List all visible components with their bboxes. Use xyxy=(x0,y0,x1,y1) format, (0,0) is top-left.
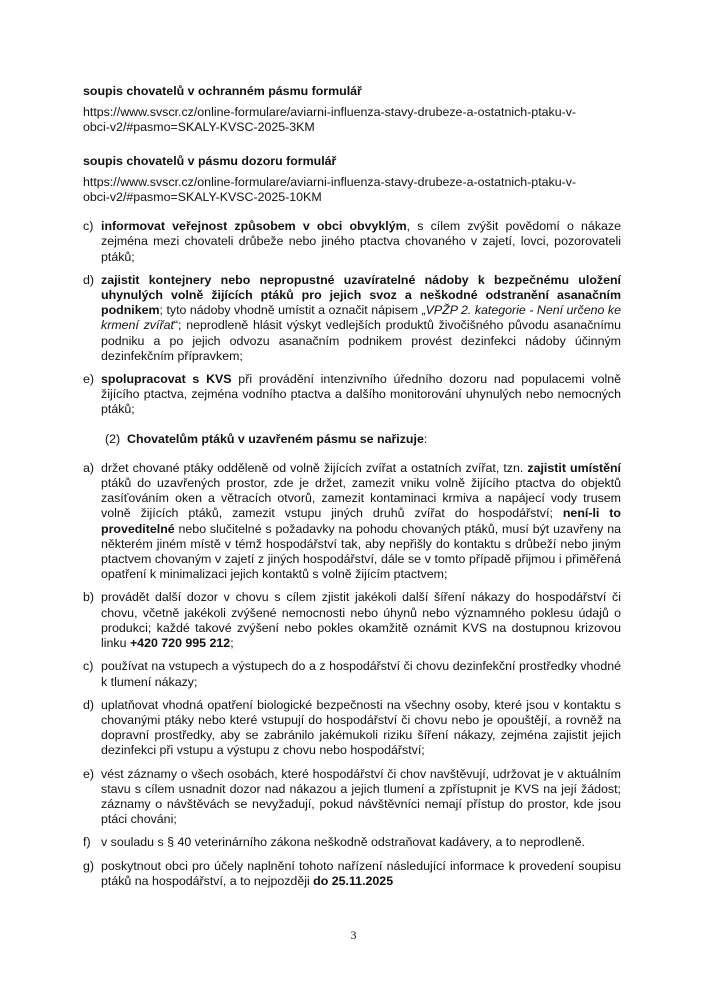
list-item xyxy=(83,219,621,265)
section-number: (2) xyxy=(105,431,121,446)
item-label: a) xyxy=(83,460,95,475)
text: ptáků do uzavřených prostor, zde je držet, zamezit vniku volně žijícího ptactva do objektů zasíťováním oken a větracích otvorů, zamezit kontaminaci krmiva a napájecí vody trusem volně žijících ptáků, zamezit vstupu jiných druhů zvířat do hospodářství; xyxy=(101,476,621,521)
url-line[interactable]: obci-v2/#pasmo=SKALY-KVSC-2025-10KM xyxy=(83,190,322,205)
item-label: d) xyxy=(83,272,95,287)
item-label: c) xyxy=(83,219,94,234)
list-item xyxy=(83,767,621,828)
item-label: c) xyxy=(83,659,94,674)
form-link-protection-zone xyxy=(83,84,621,136)
deadline-date: do 25.11.2025 xyxy=(313,873,394,888)
item-text xyxy=(101,273,621,364)
text: : xyxy=(423,431,428,446)
bold-text: zajistit kontejnery nebo nepropustné uzavíratelné nádoby k bezpečnému uložení uhynulých volně žijících ptáků pro jejich svoz a neškodné odstranění asanačním podnikem xyxy=(101,272,621,318)
url-line[interactable]: obci-v2/#pasmo=SKALY-KVSC-2025-3KM xyxy=(83,120,315,135)
text: “; neprodleně hlásit výskyt vedlejších produktů živočišného původu asanačnímu podniku a po jejich odvozu asanačním podnikem provést dezinfekci nádoby účinným dezinfekčním přípravkem; xyxy=(101,318,621,363)
item-label: e) xyxy=(83,766,95,781)
item-text xyxy=(101,219,621,265)
item-label: g) xyxy=(83,858,95,873)
bold-text: není-li to proveditelné xyxy=(101,506,621,536)
item-text xyxy=(101,859,621,889)
text: při provádění intenzivního úředního dozoru nad populacemi volně žijícího ptactva, zejména vodního ptactva a dalšího monitorování uhynulých nebo nemocných ptáků; xyxy=(101,372,622,417)
item-label: d) xyxy=(83,697,95,712)
section-heading xyxy=(83,432,621,447)
text: držet chované ptáky odděleně od volně žijících zvířat a ostatních zvířat, tzn. xyxy=(101,460,528,475)
url-line[interactable]: https://www.svscr.cz/online-formulare/aviarni-influenza-stavy-drubeze-a-ostatnich-ptaku-v- xyxy=(83,105,577,120)
item-label: f) xyxy=(83,835,91,850)
list-item xyxy=(83,590,621,651)
text: nebo slučitelné s požadavky na pohodu chovaných ptáků, musí být uzavřeny na některém jiném místě v témž hospodářství tak, aby nepřišly do kontaktu s drůbeží nebo jiným ptactvem chovaným v zajetí z jiných hospodářství, dále se v tomto případě přijmou i přiměřená opatření k minimalizaci jejich kontaktů s volně žijícím ptactvem; xyxy=(101,521,621,582)
list-item xyxy=(83,461,621,583)
bold-text: spolupracovat s KVS xyxy=(101,372,232,387)
document-page xyxy=(83,84,621,897)
bold-text: Chovatelům ptáků v uzavřeném pásmu se nařizuje xyxy=(127,431,424,446)
list-item xyxy=(83,698,621,759)
item-text xyxy=(101,372,621,418)
italic-text: VPŽP 2. kategorie - Není určeno ke krmení zvířat xyxy=(101,303,621,333)
item-text xyxy=(101,590,621,651)
text: , s cílem zvýšit povědomí o nákaze zejména mezi chovateli drůbeže nebo jiného ptactva chovaného v zajetí, lovci, pozorovateli ptáků; xyxy=(101,219,621,264)
item-label: e) xyxy=(83,372,95,387)
list-item xyxy=(83,859,621,889)
phone-number: +420 720 995 212 xyxy=(129,636,231,651)
list-item xyxy=(83,372,621,418)
item-text: vést záznamy o všech osobách, které hospodářství či chov navštěvují, udržovat je v aktuálním stavu s cílem usnadnit dozor nad nákazou a jejich tlumení a zpřístupnit je KVS na její žádost; záznamy o návštěvách se nevyžadují, pokud návštěvníci nemají přístup do prostor, kde jsou ptáci chováni; xyxy=(101,766,621,827)
form-url[interactable] xyxy=(83,175,621,205)
url-line[interactable]: https://www.svscr.cz/online-formulare/aviarni-influenza-stavy-drubeze-a-ostatnich-ptaku-v- xyxy=(83,174,577,189)
bold-text: zajistit umístění xyxy=(527,460,621,475)
list-item xyxy=(83,273,621,364)
form-heading: soupis chovatelů v ochranném pásmu formulář xyxy=(83,84,362,98)
text: ; xyxy=(230,636,234,651)
item-label: b) xyxy=(83,590,95,605)
text: poskytnout obci pro účely naplnění tohoto nařízení následující informace k provedení soupisu ptáků na hospodářství, a to nejpozději xyxy=(101,858,621,888)
list-item xyxy=(83,835,621,850)
item-text: používat na vstupech a výstupech do a z hospodářství či chovu dezinfekční prostředky vhodné k tlumení nákazy; xyxy=(101,659,621,689)
item-text xyxy=(101,461,621,583)
form-url[interactable] xyxy=(83,105,621,135)
form-heading: soupis chovatelů v pásmu dozoru formulář xyxy=(83,153,337,168)
text: ; tyto nádoby vhodně umístit a označit nápisem „ xyxy=(159,303,426,318)
bold-text: informovat veřejnost způsobem v obci obvyklým xyxy=(101,219,407,234)
item-text: uplatňovat vhodná opatření biologické bezpečnosti na všechny osoby, které jsou v kontaktu s chovanými ptáky nebo které vstupují do hospodářství či chovu nebo je opouštějí, a rovněž na dopravní prostředky, aby se zabránilo jakémukoli riziku šíření nákazy, zejména zajistit jejich dezinfekci při vstupu a výstupu z chovu nebo hospodářství; xyxy=(101,697,621,758)
item-text: v souladu s § 40 veterinárního zákona neškodně odstraňovat kadávery, a to neprodleně. xyxy=(101,835,586,850)
page-number: 3 xyxy=(350,928,357,942)
text: provádět další dozor v chovu s cílem zjistit jakékoli další šíření nákazy do hospodářství či chovu, včetně jakékoli zvýšené nemocnosti nebo úhynů nebo významného poklesu údajů o produkci; každé takové zvýšení nebo pokles okamžitě oznámit KVS na dostupnou krizovou linku xyxy=(101,590,621,651)
form-link-surveillance-zone xyxy=(83,154,621,206)
list-item xyxy=(83,659,621,689)
